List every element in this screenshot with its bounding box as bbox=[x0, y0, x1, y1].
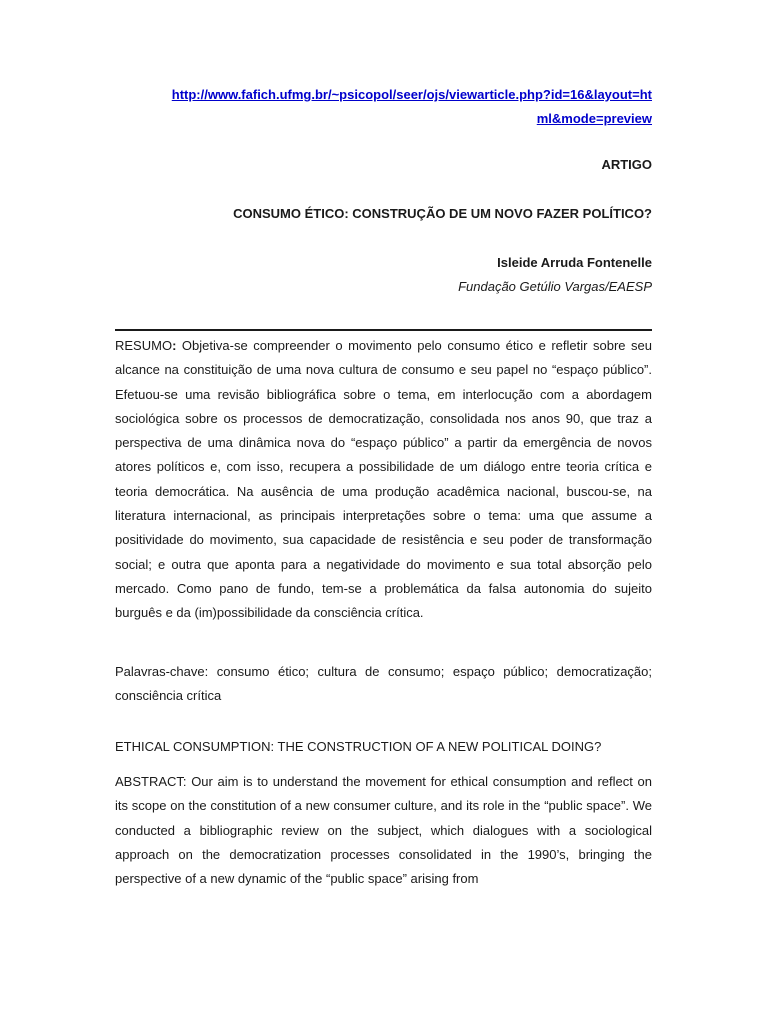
author-affiliation: Fundação Getúlio Vargas/EAESP bbox=[458, 279, 652, 294]
english-title: ETHICAL CONSUMPTION: THE CONSTRUCTION OF A NEW POLITICAL DOING? bbox=[115, 739, 602, 754]
resumo-label: RESUMO bbox=[115, 338, 173, 353]
section-label: ARTIGO bbox=[601, 157, 652, 172]
article-title: CONSUMO ÉTICO: CONSTRUÇÃO DE UM NOVO FAZER POLÍTICO? bbox=[233, 206, 652, 221]
source-url-link-line1[interactable]: http://www.fafich.ufmg.br/~psicopol/seer/ojs/viewarticle.php?id=16&layout=ht bbox=[171, 87, 652, 102]
keywords-paragraph: Palavras-chave: consumo ético; cultura de consumo; espaço público; democratização; consciência crítica bbox=[115, 664, 652, 704]
abstract-paragraph: ABSTRACT: Our aim is to understand the movement for ethical consumption and reflect on its scope on the constitution of a new consumer culture, and its role in the “public space”. We conducted a bibliographic review on the subject, which dialogues with a sociological approach on the democratization processes consolidated in the 1990’s, bringing the perspective of a new dynamic of the “public space” arising from bbox=[115, 774, 652, 887]
source-url bbox=[115, 83, 652, 131]
resumo-text: Objetiva-se compreender o movimento pelo consumo ético e refletir sobre seu alcance na constituição de uma nova cultura de consumo e seu papel no “espaço público”. Efetuou-se uma revisão bibliográfica sobre o tema, em interlocução com a abordagem sociológica sobre os processos de democratização, consolidada nos anos 90, que traz a perspectiva de uma dinâmica nova do “espaço público” a partir da emergência de novos atores políticos e, com isso, recupera a possibilidade de um diálogo entre teoria crítica e teoria democrática. Na ausência de uma produção acadêmica nacional, buscou-se, na literatura internacional, as principais interpretações sobre o tema: uma que assume a positividade do movimento, sua capacidade de resistência e seu poder de transformação social; e outra que aponta para a negatividade do movimento e sua total absorção pelo mercado. Como pano de fundo, tem-se a problemática da falsa autonomia do sujeito burguês e da (im)possibilidade da consciência crítica. bbox=[115, 338, 652, 621]
resumo-paragraph bbox=[115, 334, 652, 626]
author-name: Isleide Arruda Fontenelle bbox=[497, 255, 652, 270]
section-divider bbox=[115, 329, 652, 331]
source-url-link-line2[interactable]: ml&mode=preview bbox=[536, 111, 652, 126]
resumo-colon: : bbox=[172, 338, 177, 353]
